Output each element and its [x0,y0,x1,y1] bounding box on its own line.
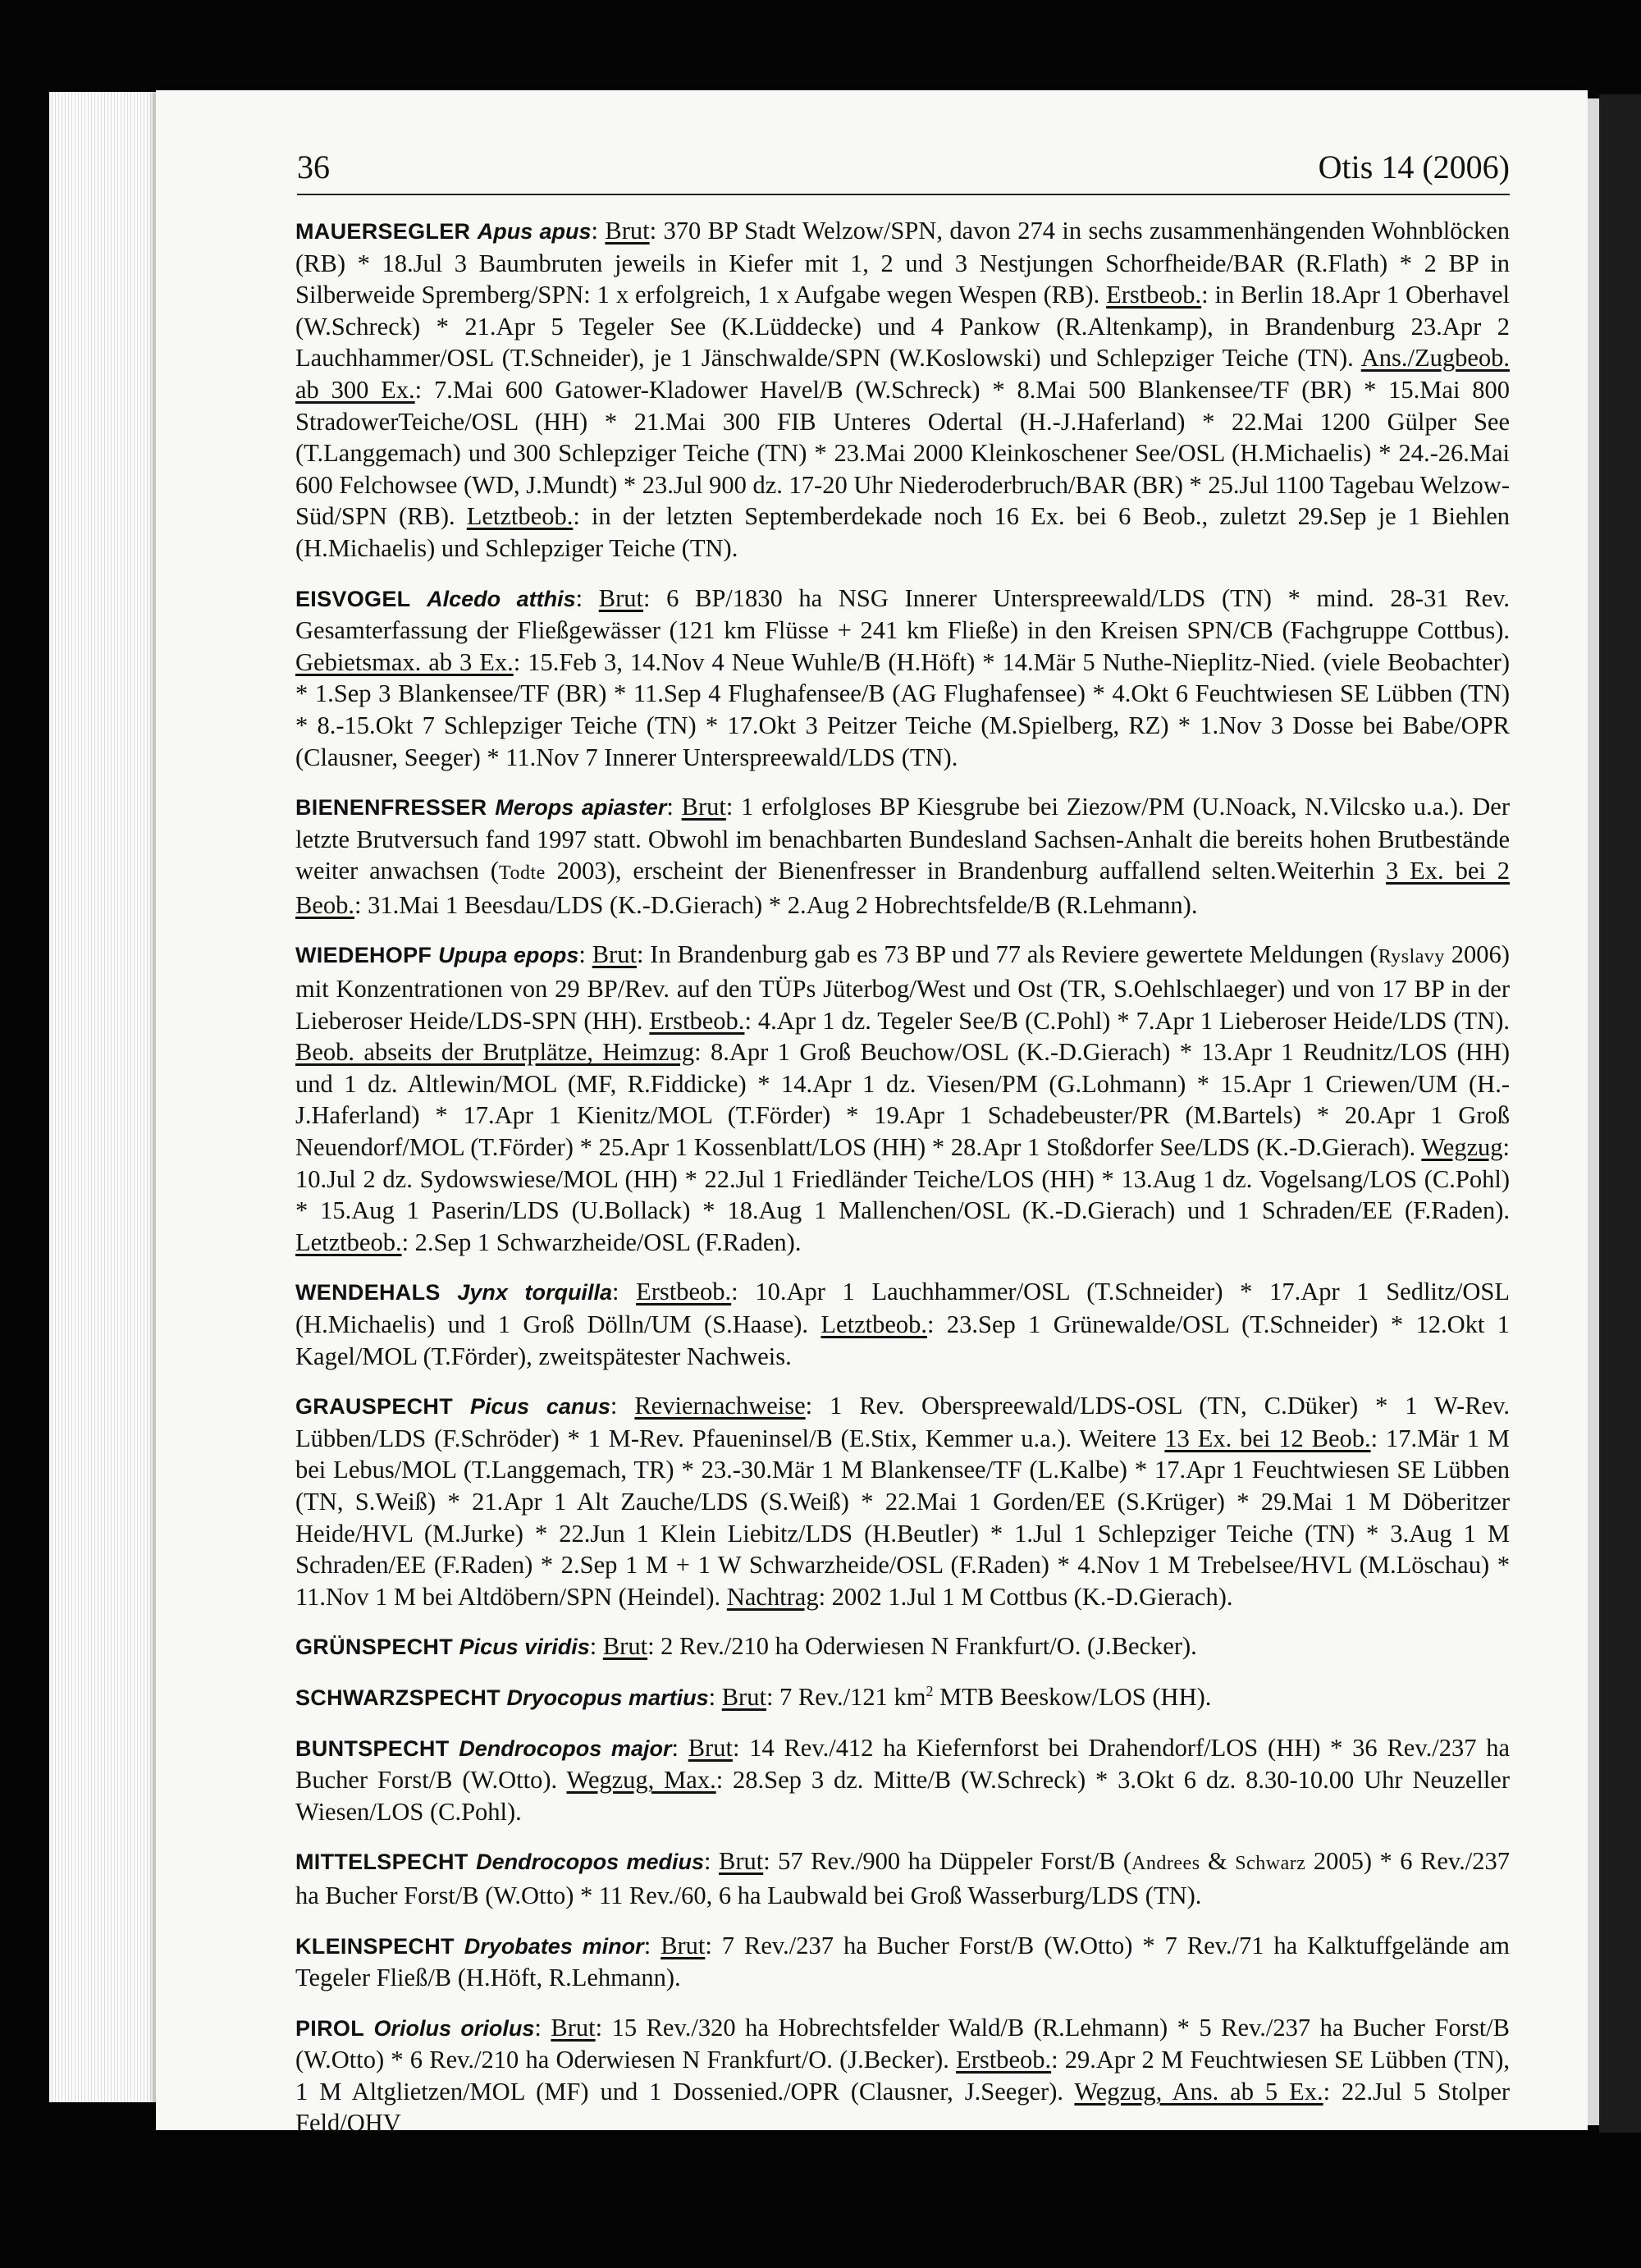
section-label: Brut [718,1847,764,1876]
entry-text: 2003), erscheint der Bienenfresser in Brandenburg auffallend selten.Weiterhin [545,857,1387,885]
section-label: Reviernachweise [634,1392,806,1420]
entry-text: : [610,1392,635,1420]
section-label: Ans./Zugbeob. ab 300 Ex. [295,344,1510,404]
entry-text: : 2.Sep 1 Schwarzheide/OSL (F.Raden). [401,1228,802,1256]
species-entries [295,215,1510,2157]
scientific-name: Picus canus [469,1394,610,1420]
entry-text: : In Brandenburg gab es 73 BP und 77 als Reviere gewertete Meldungen ( [636,940,1378,969]
species-name: MITTELSPECHT [295,1850,469,1875]
species-name: BIENENFRESSER [295,795,487,821]
section-label: 3 Ex. bei 2 Beob. [295,857,1510,919]
entry-text: : [611,1278,637,1306]
entry-text: : [534,2013,551,2042]
section-label: Erstbeob. [1106,281,1202,309]
section-label: Brut [688,1733,733,1762]
scientific-name: Apus apus [477,219,592,244]
entry-text: : 1 erfolgloses BP Kiesgrube bei Ziezow/PM (U.Noack, N.Vilcsko u.a.). Der letzte Brutversuch fand 1997 statt. Obwohl im benachbarten Bundesland Sachsen-Anhalt die bereits hohen Brutbestände weiter anwachsen ( [295,793,1510,885]
section-label: Brut [598,583,643,612]
section-label: Brut [551,2013,596,2042]
entry-text: : 10.Jul 2 dz. Sydowswiese/MOL (HH) * 22.Jul 1 Friedländer Teiche/LOS (HH) * 13.Aug 1 dz. Vogelsang/LOS (C.Pohl) * 15.Aug 1 Paserin/LDS (U.Bollack) * 18.Aug 1 Mallenchen/OSL (K.-D.Gierach) und 1 Schraden/EE (F.Raden). [295,1133,1510,1225]
entry-text: : 22.Jul 5 Stolper Feld/OHV [295,2077,1511,2138]
scientific-name: Alcedo atthis [427,586,576,611]
section-label: Letztbeob. [295,1228,402,1256]
species-name: BUNTSPECHT [295,1735,450,1761]
scientific-name: Merops apiaster [495,795,667,821]
section-label: Brut [661,1931,706,1959]
species-name: EISVOGEL [295,586,411,611]
species-name: KLEINSPECHT [295,1933,455,1959]
species-entry [295,1390,1510,1612]
citation-author: Schwarz [1235,1853,1306,1875]
section-label: Brut [592,940,637,969]
citation-author: Todte [498,862,546,885]
section-label: 13 Ex. bei 12 Beob. [1164,1424,1371,1452]
entry-text: : in Berlin 18.Apr 1 Oberhavel (W.Schreck) * 21.Apr 5 Tegeler See (K.Lüddecke) und 4 Pankow (R.Altenkamp), in Brandenburg 23.Apr 2 Lauchhammer/OSL (T.Schneider), je 1 Jänschwalde/SPN (W.Koslowski) und Schlepziger Teiche (TN). [295,281,1511,373]
entry-text: 2005) * 6 Rev./237 ha Bucher Forst/B (W.Otto) * 11 Rev./60, 6 ha Laubwald bei Groß Wasserburg/LDS (TN). [295,1847,1510,1909]
scientific-name: Dryocopus martius [506,1685,709,1710]
species-entry [295,1276,1510,1372]
species-name: WENDEHALS [295,1280,441,1305]
entry-text: 2006) mit Konzentrationen von 29 BP/Rev. auf den TÜPs Jüterbog/West und Ost (TR, S.Oehlschlaeger) und von 17 BP in der Lieberoser Heide/LDS-SPN (HH). [295,940,1510,1035]
entry-text: : [591,217,606,245]
entry-text: : 10.Apr 1 Lauchhammer/OSL (T.Schneider) * 17.Apr 1 Sedlitz/OSL (H.Michaelis) und 1 Groß Dölln/UM (S.Haase). [295,1278,1511,1338]
scientific-name: Dendrocopos major [459,1735,672,1761]
entry-text: : 370 BP Stadt Welzow/SPN, davon 274 in sechs zusammenhängenden Wohnblöcken (RB) * 18.Jul 3 Baumbruten jeweils in Kiefer mit 1, 2 und 3 Nestjungen Schorfheide/BAR (R.Flath) * 2 BP in Silberweide Spremberg/SPN: 1 x erfolgreich, 1 x Aufgabe wegen Wespen (RB). [295,217,1510,309]
entry-text: : 6 BP/1830 ha NSG Innerer Unterspreewald/LDS (TN) * mind. 28-31 Rev. Gesamterfassung der Fließgewässer (121 km Flüsse + 241 km Fließe) in den Kreisen SPN/CB (Fachgruppe Cottbus). [295,583,1510,645]
entry-text: : [575,583,599,612]
journal-reference: Otis 14 (2006) [1318,149,1510,185]
entry-text: : [643,1931,661,1959]
section-label: Wegzug, Max. [566,1766,716,1795]
species-entry [295,1845,1510,1911]
species-entry [295,1630,1510,1663]
entry-text: : [708,1682,722,1711]
scientific-name: Dryobates minor [464,1933,644,1959]
section-label: Wegzug, Ans. ab 5 Ex. [1074,2077,1323,2106]
entry-text: : 28.Sep 3 dz. Mitte/B (W.Schreck) * 3.Okt 6 dz. 8.30-10.00 Uhr Neuzeller Wiesen/LOS (C.Pohl). [295,1766,1510,1826]
section-label: Erstbeob. [636,1278,732,1306]
species-entry [295,791,1510,921]
section-label: Letztbeob. [466,502,574,531]
entry-text: & [1200,1847,1236,1876]
entry-text: : 17.Mär 1 M bei Lebus/MOL (T.Langgemach, TR) * 23.-30.Mär 1 M Blankensee/TF (L.Kalbe) * 17.Apr 1 Feuchtwiesen SE Lübben (TN, S.Weiß) * 21.Apr 1 Alt Zauche/LDS (S.Weiß) * 22.Mai 1 Gorden/EE (S.Krüger) * 29.Mai 1 M Döberitzer Heide/HVL (M.Jurke) * 22.Jun 1 Klein Liebitz/LDS (H.Beutler) * 1.Jul 1 Schlepziger Teiche (TN) * 3.Aug 1 M Schraden/EE (F.Raden) * 2.Sep 1 M + 1 W Schwarzheide/OSL (F.Raden) * 4.Nov 1 M Trebelsee/HVL (M.Löschau) * 11.Nov 1 M bei Altdöbern/SPN (Heindel). [295,1424,1510,1611]
section-label: Brut [721,1682,766,1711]
entry-text: 2 [926,1682,934,1699]
section-label: Erstbeob. [956,2046,1052,2074]
entry-text: : in der letzten Septemberdekade noch 16 Ex. bei 6 Beob., zuletzt 29.Sep je 1 Biehlen (H.Michaelis) und Schlepziger Teiche (TN). [295,502,1511,562]
species-name: MAUERSEGLER [295,219,471,244]
entry-text: : [704,1847,719,1876]
entry-text: : [578,940,592,969]
species-name: GRAUSPECHT [295,1394,454,1420]
section-label: Nachtrag [726,1582,819,1611]
species-entry [295,1681,1510,1714]
entry-text: : 15.Feb 3, 14.Nov 4 Neue Wuhle/B (H.Höft) * 14.Mär 5 Nuthe-Nieplitz-Nied. (viele Beobachter) * 1.Sep 3 Blankensee/TF (BR) * 11.Sep 4 Flughafensee/B (AG Flughafensee) * 4.Okt 6 Feuchtwiesen SE Lübben (TN) * 8.-15.Okt 7 Schlepziger Teiche (TN) * 17.Okt 3 Peitzer Teiche (M.Spielberg, RZ) * 1.Nov 3 Dosse bei Babe/OPR (Clausner, Seeger) * 11.Nov 7 Innerer Unterspreewald/LDS (TN). [295,647,1510,771]
entry-text: : 1 Rev. Oberspreewald/LDS-OSL (TN, C.Düker) * 1 W-Rev. Lübben/LDS (F.Schröder) * 1 M-Rev. Pfaueninsel/B (E.Stix, Kemmer u.a.). Weitere [295,1392,1510,1452]
species-name: WIEDEHOPF [295,943,432,968]
section-label: Brut [602,1632,648,1661]
entry-text: : [666,793,682,821]
species-name: PIROL [295,2015,365,2041]
entry-text: : 23.Sep 1 Grünewalde/OSL (T.Schneider) * 12.Okt 1 Kagel/MOL (T.Förder), zweitspätester Nachweis. [295,1310,1511,1370]
citation-author: Ryslavy [1378,946,1445,968]
entry-text: : 29.Apr 2 M Feuchtwiesen SE Lübben (TN), 1 M Altglietzen/MOL (MF) und 1 Dossenied./OPR (Clausner, J.Seeger). [295,2046,1510,2106]
section-label: Letztbeob. [820,1310,927,1338]
page-right-edge [1588,98,1599,2125]
entry-text: : 2 Rev./210 ha Oderwiesen N Frankfurt/O. (J.Becker). [647,1632,1197,1661]
section-label: Erstbeob. [649,1006,745,1035]
scientific-name: Dendrocopos medius [476,1850,705,1875]
species-name: GRÜNSPECHT [295,1635,454,1660]
entry-text: : 4.Apr 1 dz. Tegeler See/B (C.Pohl) * 7.Apr 1 Lieberoser Heide/LDS (TN). [744,1006,1510,1035]
scientific-name: Upupa epops [438,943,579,968]
entry-text: : 14 Rev./412 ha Kiefernforst bei Drahendorf/LOS (HH) * 36 Rev./237 ha Bucher Forst/B (W.Otto). [295,1733,1510,1795]
entry-text: : 2002 1.Jul 1 M Cottbus (K.-D.Gierach). [818,1582,1233,1611]
book-cover-edge [1599,94,1641,2133]
entry-text: : 7 Rev./121 km [766,1682,926,1711]
section-label: Beob. abseits der Brutplätze, Heimzug [295,1038,695,1067]
entry-text: : 15 Rev./320 ha Hobrechtsfelder Wald/B (R.Lehmann) * 5 Rev./237 ha Bucher Forst/B (W.Otto) * 6 Rev./210 ha Oderwiesen N Frankfurt/O. (J.Becker). [295,2013,1510,2074]
entry-text: : 8.Apr 1 Groß Beuchow/OSL (K.-D.Gierach) * 13.Apr 1 Reudnitz/LOS (HH) und 1 dz. Altlewin/MOL (MF, R.Fiddicke) * 14.Apr 1 dz. Viesen/PM (G.Lohmann) * 15.Apr 1 Criewen/UM (H.-J.Haferland) * 17.Apr 1 Kienitz/MOL (T.Förder) * 19.Apr 1 Schadebeuster/PR (M.Bartels) * 20.Apr 1 Groß Neuendorf/MOL (T.Förder) * 25.Apr 1 Kossenblatt/LOS (HH) * 28.Apr 1 Stoßdorfer See/LDS (K.-D.Gierach). [295,1038,1511,1162]
scientific-name: Oriolus oriolus [373,2015,535,2041]
entry-text: : 7.Mai 600 Gatower-Kladower Havel/B (W.Schreck) * 8.Mai 500 Blankensee/TF (BR) * 15.Mai 800 StradowerTeiche/OSL (HH) * 21.Mai 300 FIB Unteres Odertal (H.-J.Haferland) * 22.Mai 1200 Gülper See (T.Langgemach) und 300 Schlepziger Teiche (TN) * 23.Mai 2000 Kleinkoschener See/OSL (H.Michaelis) * 24.-26.Mai 600 Felchowsee (WD, J.Mundt) * 23.Jul 900 dz. 17-20 Uhr Niederoderbruch/BAR (BR) * 25.Jul 1100 Tagebau Welzow-Süd/SPN (RB). [295,375,1510,531]
entry-text: : 7 Rev./237 ha Bucher Forst/B (W.Otto) * 7 Rev./71 ha Kalktuffgelände am Tegeler Fließ/B (H.Höft, R.Lehmann). [295,1931,1511,1992]
entry-text: : 31.Mai 1 Beesdau/LDS (K.-D.Gierach) * 2.Aug 2 Hobrechtsfelde/B (R.Lehmann). [354,890,1198,919]
species-entry [295,1930,1510,1994]
page-number: 36 [297,149,330,185]
scientific-name: Picus viridis [459,1635,590,1660]
entry-text: MTB Beeskow/LOS (HH). [933,1682,1212,1711]
section-label: Gebietsmax. ab 3 Ex. [295,647,514,676]
entry-text: : [671,1733,688,1762]
book-page-edges [49,92,164,2102]
species-entry [295,939,1510,1258]
citation-author: Andrees [1131,1853,1200,1875]
species-name: SCHWARZSPECHT [295,1685,501,1710]
section-label: Brut [681,793,726,821]
species-entry [295,215,1510,565]
section-label: Brut [605,217,650,245]
running-header [297,144,1510,195]
entry-text: : [589,1632,603,1661]
entry-text: : 57 Rev./900 ha Düppeler Forst/B ( [763,1847,1132,1876]
species-entry [295,2012,1510,2139]
section-label: Wegzug [1421,1133,1503,1162]
scientific-name: Jynx torquilla [457,1280,612,1305]
species-entry [295,583,1510,774]
species-entry [295,1732,1510,1828]
